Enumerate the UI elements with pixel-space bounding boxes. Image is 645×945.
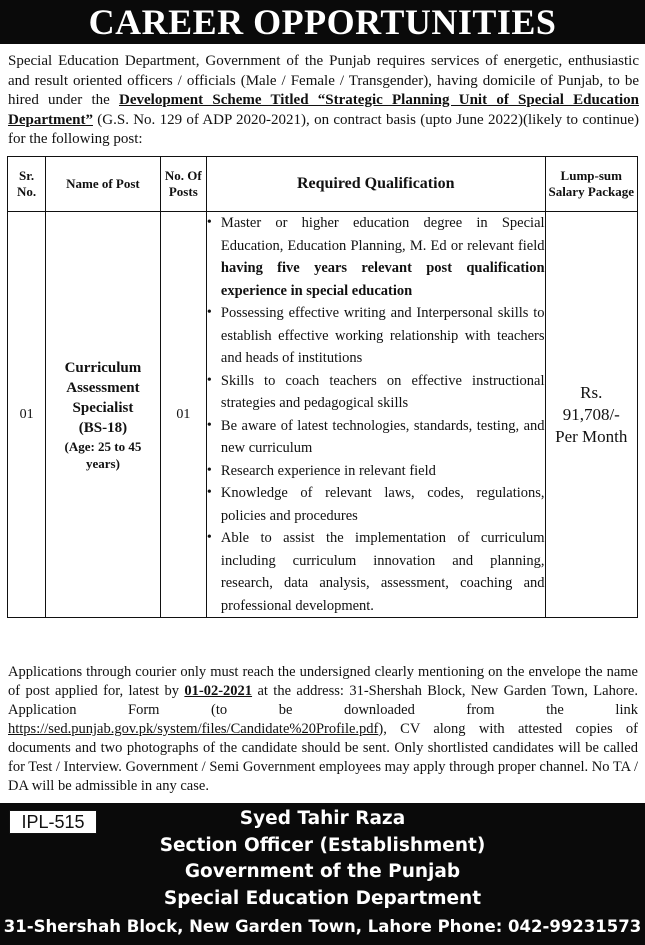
- signature-block: [0, 803, 645, 945]
- header-qualification: Required Qualification: [206, 157, 545, 212]
- signatory: [0, 806, 645, 912]
- qualification-item: • Be aware of latest technologies, standards, testing, and new curriculum: [207, 415, 545, 460]
- header-no-of-posts: No. Of Posts: [160, 157, 206, 212]
- row-qualifications: [206, 212, 545, 618]
- signatory-department: Special Education Department: [163, 887, 482, 909]
- intro-text-2: (G.S. No. 129 of ADP 2020-2021), on contract basis (upto June 2022)(likely to continue) for the following post:: [8, 111, 639, 147]
- row-sr-no: 01: [8, 212, 46, 618]
- scheme-title: Development Scheme Titled “Strategic Planning Unit of Special Education Department”: [8, 92, 639, 128]
- row-salary: [545, 212, 637, 618]
- qualification-experience: having five years relevant post qualification experience in special education: [220, 260, 545, 299]
- qualification-item: • Possessing effective writing and Interpersonal skills to establish effective working relationship with teachers and heads of institutions: [207, 302, 545, 370]
- salary-amount: 91,708/-: [562, 404, 620, 424]
- page-title: CAREER OPPORTUNITIES: [0, 0, 645, 44]
- qualification-list: [207, 212, 545, 617]
- deadline-date: 01-02-2021: [184, 683, 253, 699]
- ipl-code-badge: IPL-515: [9, 810, 97, 834]
- apply-text-1: Applications through courier only must reach the undersigned clearly mentioning on the envelope the name of post applied for, latest by: [8, 664, 638, 699]
- qualification-item: • Skills to coach teachers on effective instructional strategies and pedagogical skills: [207, 370, 545, 415]
- posts-table: [7, 156, 638, 618]
- signatory-government: Government of the Punjab: [184, 861, 461, 882]
- signatory-name: Syed Tahir Raza: [239, 808, 406, 829]
- salary-period: Per Month: [555, 426, 628, 446]
- salary-currency: Rs.: [580, 382, 603, 402]
- post-title: Curriculum Assessment Specialist: [64, 359, 142, 416]
- header-post-name: Name of Post: [46, 157, 161, 212]
- post-scale: (BS-18): [78, 419, 128, 436]
- office-address-phone: 31-Shershah Block, New Garden Town, Lahore Phone: 042-99231573: [3, 917, 642, 936]
- apply-text-2: at the address: 31-Shershah Block, New Garden Town, Lahore. Application Form (to be downloaded from the link: [8, 683, 638, 718]
- row-post-name: [46, 212, 161, 618]
- intro-paragraph: [8, 52, 639, 150]
- apply-text-3: ), CV along with attested copies of documents and two photographs of the candidate should be sent. Only shortlisted candidates will be called for Test / Interview. Government / Semi Government employees may apply through proper channel. No TA / DA will be admissible in any case.: [8, 721, 638, 794]
- row-no-of-posts: 01: [160, 212, 206, 618]
- qualification-text: Master or higher education degree in Special Education, Education Planning, M. Ed or relevant field: [220, 215, 545, 254]
- application-instructions: [8, 663, 638, 796]
- header-sr-no: Sr. No.: [8, 157, 46, 212]
- table-row: [8, 212, 638, 618]
- qualification-item: • Able to assist the implementation of curriculum including curriculum innovation and planning, research, data analysis, assessment, coaching and professional development.: [207, 527, 545, 617]
- intro-text-1: Special Education Department, Government of the Punjab requires services of energetic, enthusiastic and result oriented officers / officials (Male / Female / Transgender), having domicile of Punjab, to be hired under the: [8, 53, 639, 108]
- header-salary: Lump-sum Salary Package: [545, 157, 637, 212]
- application-form-link[interactable]: https://sed.punjab.gov.pk/system/files/Candidate%20Profile.pdf: [8, 721, 379, 737]
- signatory-designation: Section Officer (Establishment): [159, 834, 486, 856]
- qualification-item: • Research experience in relevant field: [207, 460, 545, 483]
- table-header-row: [8, 157, 638, 212]
- qualification-item: [207, 212, 545, 302]
- post-age-limit: (Age: 25 to 45 years): [64, 438, 142, 471]
- qualification-item: • Knowledge of relevant laws, codes, regulations, policies and procedures: [207, 482, 545, 527]
